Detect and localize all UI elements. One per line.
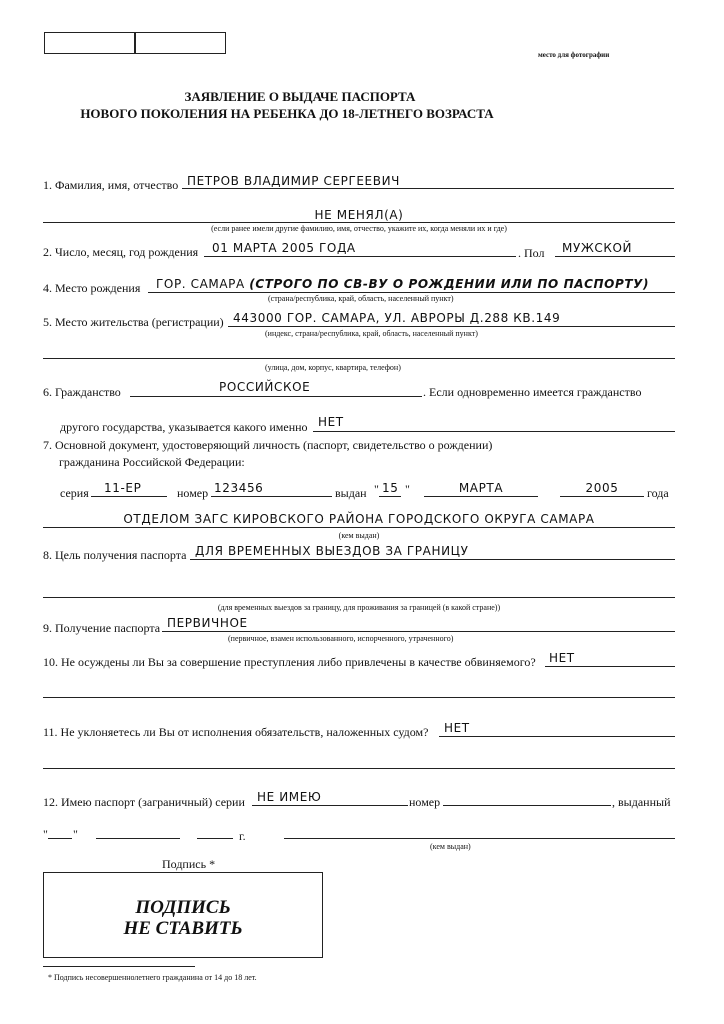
issued-label: выдан bbox=[335, 486, 367, 500]
birth-place-value bbox=[156, 277, 649, 291]
previous-name-hint: (если ранее имели другие фамилию, имя, отчество, укажите их, когда меняли их и где) bbox=[211, 224, 507, 233]
foreign-passport-year-label: г. bbox=[239, 829, 246, 843]
birth-place-label: 4. Место рождения bbox=[43, 281, 141, 295]
conviction-line-2 bbox=[43, 697, 675, 698]
foreign-passport-year-line bbox=[197, 838, 233, 839]
number-value: 123456 bbox=[214, 481, 264, 495]
day-value: 15 bbox=[382, 481, 399, 495]
previous-name-value: НЕ МЕНЯЛ(А) bbox=[314, 208, 404, 222]
signature-label: Подпись * bbox=[162, 857, 216, 871]
court-line-2 bbox=[43, 768, 675, 769]
birth-date-value: 01 МАРТА 2005 ГОДА bbox=[212, 241, 356, 255]
residence-hint-1: (индекс, страна/республика, край, область, населенный пункт) bbox=[265, 329, 478, 338]
fio-label: 1. Фамилия, имя, отчество bbox=[43, 178, 179, 192]
number-line bbox=[211, 496, 332, 497]
identity-doc-label-1: 7. Основной документ, удостоверяющий личность (паспорт, свидетельство о рождении) bbox=[43, 438, 493, 452]
sex-value: МУЖСКОЙ bbox=[562, 241, 633, 255]
series-label: серия bbox=[60, 486, 89, 500]
citizenship-tail: . Если одновременно имеется гражданство bbox=[423, 385, 642, 399]
fio-value: ПЕТРОВ ВЛАДИМИР СЕРГЕЕВИЧ bbox=[187, 174, 400, 188]
issuer-line bbox=[43, 527, 675, 528]
foreign-passport-value: НЕ ИМЕЮ bbox=[257, 790, 322, 804]
foreign-passport-series-line bbox=[252, 805, 408, 806]
birth-date-line bbox=[204, 256, 516, 257]
foreign-passport-label: 12. Имею паспорт (заграничный) серии bbox=[43, 795, 245, 809]
form-title-line1: ЗАЯВЛЕНИЕ О ВЫДАЧЕ ПАСПОРТА bbox=[184, 89, 416, 104]
foreign-passport-issued-label: , выданный bbox=[612, 795, 671, 809]
issuer-value: ОТДЕЛОМ ЗАГС КИРОВСКОГО РАЙОНА ГОРОДСКОГО ОКРУГА САМАРА bbox=[123, 512, 595, 526]
other-citizenship-label: другого государства, указывается какого именно bbox=[60, 420, 308, 434]
signature-note bbox=[44, 897, 322, 939]
residence-line bbox=[228, 326, 675, 327]
foreign-passport-quote-close: " bbox=[73, 827, 78, 841]
birth-place-line bbox=[148, 292, 675, 293]
receipt-label: 9. Получение паспорта bbox=[43, 621, 161, 635]
year-line bbox=[560, 496, 644, 497]
code-box-left bbox=[44, 32, 136, 54]
birth-place-hint: (страна/республика, край, область, населенный пункт) bbox=[268, 294, 454, 303]
foreign-passport-quote-open: " bbox=[43, 827, 48, 841]
citizenship-value: РОССИЙСКОЕ bbox=[219, 380, 311, 394]
other-citizenship-line bbox=[313, 431, 675, 432]
residence-line-2 bbox=[43, 358, 675, 359]
signature-note-line2: НЕ СТАВИТЬ bbox=[123, 918, 243, 939]
court-line bbox=[439, 736, 675, 737]
receipt-hint: (первичное, взамен использованного, испорченного, утраченного) bbox=[228, 634, 454, 643]
birth-place-note: (СТРОГО ПО СВ-ВУ О РОЖДЕНИИ ИЛИ ПО ПАСПОРТУ) bbox=[249, 277, 650, 291]
foreign-passport-issuer-hint: (кем выдан) bbox=[430, 842, 471, 851]
sex-line bbox=[555, 256, 675, 257]
residence-value: 443000 ГОР. САМАРА, УЛ. АВРОРЫ Д.288 КВ.149 bbox=[233, 311, 561, 325]
signature-note-line1: ПОДПИСЬ bbox=[135, 897, 231, 918]
other-citizenship-value: НЕТ bbox=[318, 415, 344, 429]
purpose-line-2 bbox=[43, 597, 675, 598]
residence-hint-2: (улица, дом, корпус, квартира, телефон) bbox=[265, 363, 401, 372]
previous-name-line bbox=[43, 222, 675, 223]
purpose-label: 8. Цель получения паспорта bbox=[43, 548, 187, 562]
conviction-label: 10. Не осуждены ли Вы за совершение преступления либо привлечены в качестве обвиняемого? bbox=[43, 655, 536, 669]
issuer-hint: (кем выдан) bbox=[338, 531, 380, 540]
purpose-line bbox=[190, 559, 675, 560]
number-label: номер bbox=[177, 486, 209, 500]
series-line bbox=[91, 496, 167, 497]
year-value: 2005 bbox=[585, 481, 619, 495]
day-quote-open: " bbox=[374, 482, 379, 496]
conviction-value: НЕТ bbox=[549, 651, 575, 665]
series-value: 11-ЕР bbox=[104, 481, 142, 495]
footnote: * Подпись несовершеннолетнего гражданина от 14 до 18 лет. bbox=[48, 973, 257, 982]
month-value: МАРТА bbox=[458, 481, 504, 495]
identity-doc-label-2: гражданина Российской Федерации: bbox=[59, 455, 245, 469]
court-value: НЕТ bbox=[444, 721, 470, 735]
month-line bbox=[424, 496, 538, 497]
birth-date-label: 2. Число, месяц, год рождения bbox=[43, 245, 199, 259]
foreign-passport-number-line bbox=[443, 805, 611, 806]
form-title-line2: НОВОГО ПОКОЛЕНИЯ НА РЕБЕНКА ДО 18-ЛЕТНЕГО ВОЗРАСТА bbox=[80, 106, 494, 121]
purpose-hint: (для временных выездов за границу, для проживания за границей (в какой стране)) bbox=[217, 603, 501, 612]
year-label: года bbox=[647, 486, 669, 500]
day-line bbox=[379, 496, 401, 497]
foreign-passport-month-line bbox=[96, 838, 180, 839]
footnote-separator bbox=[43, 966, 195, 967]
receipt-value: ПЕРВИЧНОЕ bbox=[167, 616, 248, 630]
code-box-right bbox=[134, 32, 226, 54]
fio-line bbox=[182, 188, 674, 189]
court-label: 11. Не уклоняетесь ли Вы от исполнения обязательств, наложенных судом? bbox=[43, 725, 429, 739]
receipt-line bbox=[162, 631, 675, 632]
sex-label: . Пол bbox=[518, 246, 545, 260]
citizenship-line bbox=[130, 396, 422, 397]
foreign-passport-number-label: номер bbox=[409, 795, 441, 809]
residence-label: 5. Место жительства (регистрации) bbox=[43, 315, 224, 329]
birth-place-city: ГОР. САМАРА bbox=[156, 277, 245, 291]
purpose-value: ДЛЯ ВРЕМЕННЫХ ВЫЕЗДОВ ЗА ГРАНИЦУ bbox=[195, 544, 469, 558]
citizenship-label: 6. Гражданство bbox=[43, 385, 121, 399]
signature-box bbox=[43, 872, 323, 958]
photo-place-label: место для фотографии bbox=[538, 51, 610, 59]
conviction-line bbox=[545, 666, 675, 667]
day-quote-close: " bbox=[405, 482, 410, 496]
foreign-passport-day-line bbox=[48, 838, 72, 839]
foreign-passport-issuer-line bbox=[284, 838, 675, 839]
